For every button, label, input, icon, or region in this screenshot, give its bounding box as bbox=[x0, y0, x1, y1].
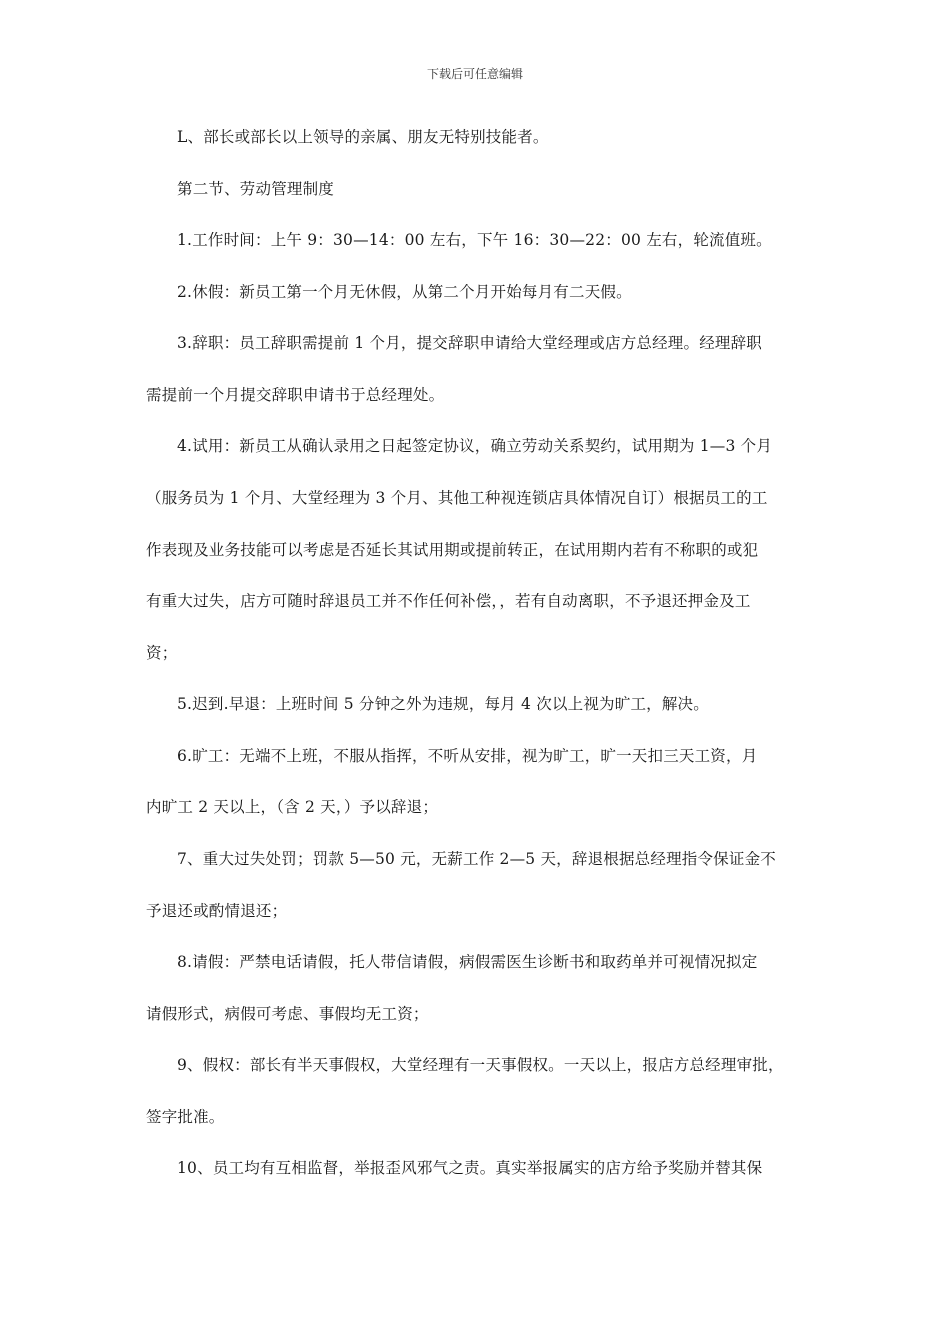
text-line: 请假形式，病假可考虑、事假均无工资； bbox=[146, 1005, 429, 1023]
text-line: 予退还或酌情退还； bbox=[146, 902, 288, 920]
text-line: 9、假权：部长有半天事假权，大堂经理有一天事假权。一天以上，报店方总经理审批， bbox=[177, 1056, 784, 1074]
text-line: 6.旷工：无端不上班，不服从指挥，不听从安排，视为旷工，旷一天扣三天工资，月 bbox=[177, 747, 758, 765]
text-line: 内旷工 2 天以上，（含 2 天，）予以辞退； bbox=[146, 798, 439, 816]
text-line: 作表现及业务技能可以考虑是否延长其试用期或提前转正，在试用期内若有不称职的或犯 bbox=[146, 541, 759, 559]
text-line: 需提前一个月提交辞职申请书于总经理处。 bbox=[146, 386, 445, 404]
text-line: L、部长或部长以上领导的亲属、朋友无特别技能者。 bbox=[177, 128, 549, 146]
text-line: 3.辞职：员工辞职需提前 1 个月，提交辞职申请给大堂经理或店方总经理。经理辞职 bbox=[177, 334, 763, 352]
text-line: 1.工作时间：上午 9：30—14：00 左右，下午 16：30—22：00 左右，轮流值班。 bbox=[177, 231, 772, 249]
text-line: 签字批准。 bbox=[146, 1108, 225, 1126]
text-line: 资； bbox=[146, 644, 178, 662]
text-line: 10、员工均有互相监督，举报歪风邪气之责。真实举报属实的店方给予奖励并替其保 bbox=[177, 1159, 763, 1177]
section-heading: 第二节、劳动管理制度 bbox=[177, 180, 335, 198]
text-line: 5.迟到.早退：上班时间 5 分钟之外为违规，每月 4 次以上视为旷工，解决。 bbox=[177, 695, 709, 713]
text-line: 7、重大过失处罚；罚款 5—50 元，无薪工作 2—5 天，辞退根据总经理指令保证金不 bbox=[177, 850, 776, 868]
text-line: （服务员为 1 个月、大堂经理为 3 个月、其他工种视连锁店具体情况自订）根据员工的工 bbox=[146, 489, 768, 507]
text-line: 4.试用：新员工从确认录用之日起签定协议，确立劳动关系契约，试用期为 1—3 个月 bbox=[177, 437, 773, 455]
text-line: 2.休假：新员工第一个月无休假，从第二个月开始每月有二天假。 bbox=[177, 283, 632, 301]
text-line: 8.请假：严禁电话请假，托人带信请假，病假需医生诊断书和取药单并可视情况拟定 bbox=[177, 953, 758, 971]
text-line: 有重大过失，店方可随时辞退员工并不作任何补偿，，若有自动离职，不予退还押金及工 bbox=[146, 592, 751, 610]
page-header: 下载后可任意编辑 bbox=[426, 67, 523, 81]
